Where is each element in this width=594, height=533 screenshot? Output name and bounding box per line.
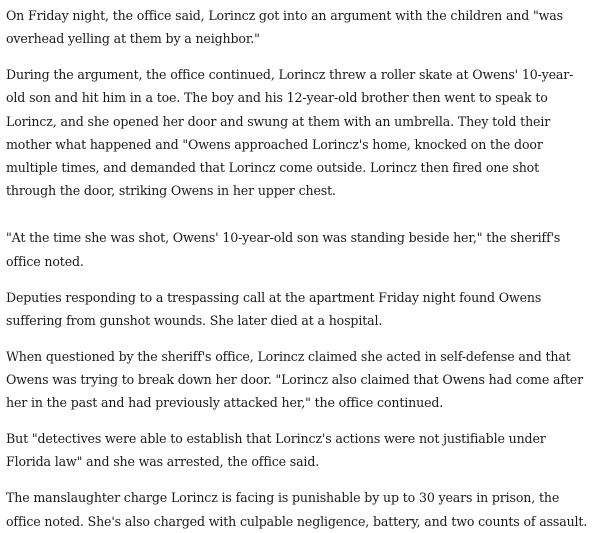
paragraph-son-beside: "At the time she was shot, Owens' 10-year-old son was standing beside her," the sheriff's office noted. <box>6 230 561 269</box>
paragraph-detectives: But "detectives were able to establish that Lorincz's actions were not justifiable under Florida law" and she was arrested, the office said. <box>6 431 546 470</box>
paragraph-deputies: Deputies responding to a trespassing call at the apartment Friday night found Owens suffering from gunshot wounds. She later died at a hospital. <box>6 289 542 328</box>
paragraph-self-defense: When questioned by the sheriff's office, Lorincz claimed she acted in self-defense and that Owens was trying to break down her door. "Lorincz also claimed that Owens had come after her in the past and had previously attacked her," the office continued. <box>6 348 583 411</box>
paragraph-argument: On Friday night, the office said, Lorincz got into an argument with the children and "was overhead yelling at them by a neighbor." <box>6 8 563 47</box>
paragraph-roller-skate: During the argument, the office continued, Lorincz threw a roller skate at Owens' 10-year-old son and hit him in a toe. The boy and his 12-year-old brother then went to speak to Lorincz, and she opened her door and swung at them with an umbrella. They told their mother what happened and "Owens approached Lorincz's home, knocked on the door multiple times, and demanded that Lorincz come outside. Lorincz then fired one shot through the door, striking Owens in her upper chest. <box>6 67 574 199</box>
paragraph-charges: The manslaughter charge Lorincz is facing is punishable by up to 30 years in prison, the office noted. She's also charged with culpable negligence, battery, and two counts of assault. <box>6 490 588 529</box>
